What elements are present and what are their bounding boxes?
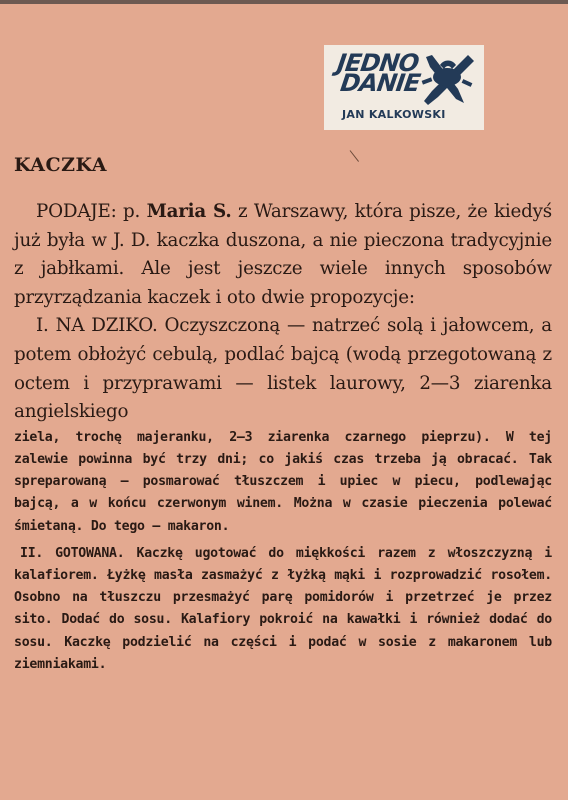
crossed-cutlery-icon: [418, 51, 476, 107]
recipe-1-paragraph: I. NA DZIKO. Oczyszczoną — natrzeć solą i jałowcem, a potem obłożyć cebulą, podlać bajcą (wodą przegotowaną z octem i przyprawami — listek laurowy, 2—3 ziarenka angielskiego: [14, 315, 552, 423]
article-heading: KACZKA: [14, 154, 107, 176]
logo-title-line1: JEDNO: [335, 49, 421, 77]
recipe-1-continuation: ziela, trochę majeranku, 2—3 ziarenka czarnego pieprzu). W tej zalewie powinna być trzy dni; co jakiś czas trzeba ją obracać. Tak spreparowaną — posmarować tłuszczem i upiec w piecu, podlewając bajcą, a w końcu czerwonym winem. Można w czasie pieczenia polewać śmietaną. Do tego — makaron.: [14, 429, 552, 534]
article-body: [14, 198, 552, 676]
print-scratch: [350, 150, 359, 162]
intro-paragraph: [14, 198, 552, 312]
column-logo: [324, 45, 484, 130]
logo-title: [333, 49, 425, 97]
logo-title-line2: DANIE: [338, 69, 422, 97]
intro-text: z Warszawy, która pisze, że kiedyś już była w J. D. kaczka duszona, a nie pieczona tradycyjnie z jabłkami. Ale jest jeszcze wiele innych sposobów przyrządzania kaczek i oto dwie propozycje:: [14, 201, 552, 308]
page-top-border: [0, 0, 568, 4]
recipe-2-paragraph: II. GOTOWANA. Kaczkę ugotować do miękkości razem z włoszczyzną i kalafiorem. Łyżkę masła zasmażyć z łyżką mąki i rozprowadzić rosołem. Osobno na tłuszczu przesmażyć parę pomidorów i przetrzeć je przez sito. Dodać do sosu. Kalafiory pokroić na kawałki i również dodać do sosu. Kaczkę podzielić na części i podać w sosie z makaronem lub ziemniakami.: [14, 545, 552, 672]
logo-author: JAN KALKOWSKI: [342, 108, 446, 121]
contributor-name: Maria S.: [146, 201, 232, 222]
intro-lead: PODAJE: p.: [36, 201, 147, 222]
